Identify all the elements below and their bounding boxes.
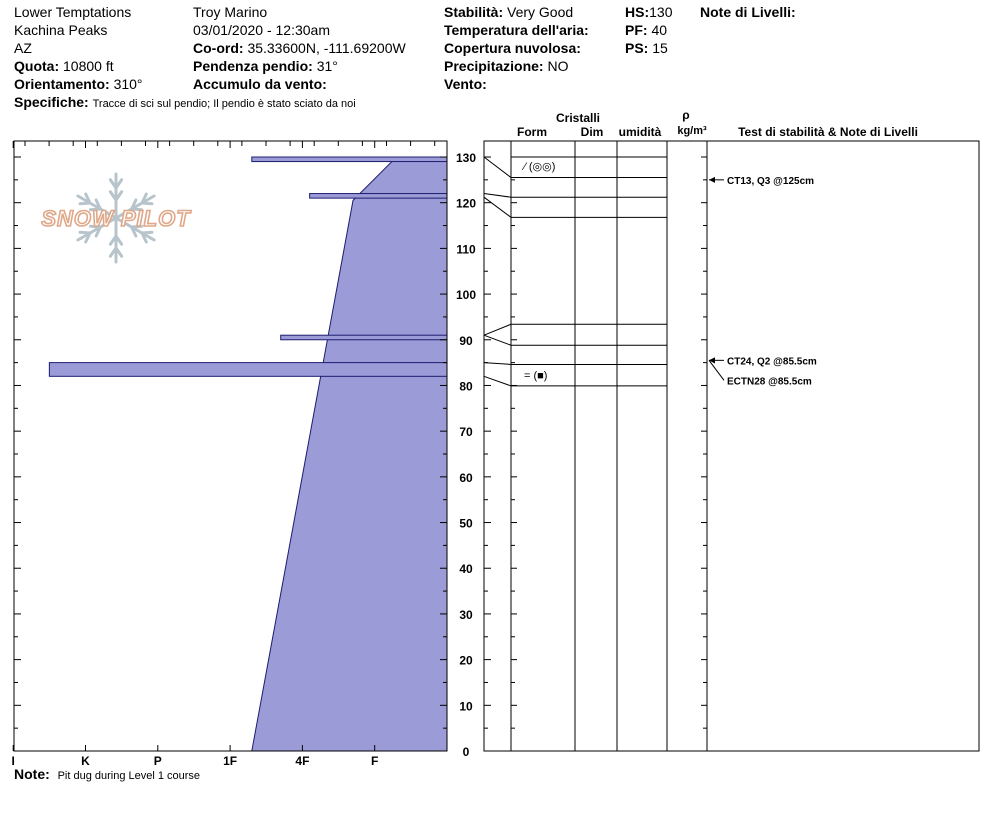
stability-label: Stabilità: — [444, 4, 504, 20]
pf-label: PF: — [625, 22, 648, 38]
height-label: 10 — [459, 699, 473, 714]
stability-test-label: ECTN28 @85.5cm — [727, 376, 812, 388]
tests-header: Test di stabilità & Note di Livelli — [738, 125, 918, 139]
rho-header: ρ — [682, 108, 690, 122]
cloud-label: Copertura nuvolosa: — [444, 40, 581, 56]
form-header: Form — [517, 125, 547, 139]
humidity-header: umidità — [618, 125, 662, 139]
ps-label: PS: — [625, 40, 649, 56]
slope-label: Pendenza pendio: — [193, 58, 313, 74]
coord-label: Co-ord: — [193, 40, 244, 56]
hardness-label: P — [153, 754, 162, 768]
wind-label: Vento: — [444, 76, 487, 92]
state-name: AZ — [14, 40, 32, 56]
elevation-label: Quota: — [14, 58, 60, 74]
test-pointer — [709, 360, 724, 380]
height-label: 90 — [459, 333, 473, 348]
height-label: 110 — [456, 242, 476, 257]
test-arrowhead — [709, 357, 715, 363]
layer-connector — [484, 157, 511, 178]
height-label: 40 — [459, 562, 473, 577]
layer-connector — [484, 363, 511, 365]
precip-label: Precipitazione: — [444, 58, 544, 74]
stability-test-label: CT24, Q2 @85.5cm — [727, 356, 817, 368]
layer-table-frame — [484, 141, 979, 751]
height-label: 80 — [459, 379, 473, 394]
hardness-label: I — [11, 754, 15, 768]
height-label: 120 — [455, 196, 477, 211]
hardness-label: 4F — [295, 754, 310, 768]
dim-header: Dim — [580, 125, 604, 139]
hardness-bar — [310, 194, 447, 199]
snowpilot-logo — [41, 174, 191, 262]
grain-form-symbol: ⁄ (◎◎) — [524, 161, 556, 174]
snowflake-branch — [142, 232, 152, 233]
hardness-bar — [49, 363, 447, 377]
test-arrowhead — [709, 177, 715, 183]
hardness-label: K — [81, 754, 90, 768]
layer-connector — [484, 324, 511, 335]
layer-connector — [484, 197, 511, 217]
height-label: 50 — [459, 516, 473, 531]
hs-value: 130 — [649, 4, 673, 20]
grain-form-symbol: = (■) — [524, 369, 548, 382]
hardness-profile-area — [252, 157, 447, 751]
note-label: Note: — [14, 766, 50, 782]
stability-value: Very Good — [507, 4, 574, 20]
elevation-value: 10800 ft — [63, 58, 114, 74]
hardness-label: 1F — [223, 754, 238, 768]
height-label: 30 — [459, 607, 473, 622]
location-name: Lower Temptations — [14, 4, 132, 20]
height-label: 60 — [459, 470, 473, 485]
hs-label: HS: — [625, 4, 650, 20]
wind-loading-label: Accumulo da vento: — [193, 76, 327, 92]
pf-value: 40 — [651, 22, 668, 38]
hardness-label: F — [371, 754, 379, 768]
aspect-value: 310° — [113, 76, 143, 92]
height-label: 0 — [462, 745, 470, 759]
hardness-bar — [252, 157, 447, 162]
snowflake-branch — [80, 203, 90, 204]
crystals-header: Cristalli — [555, 111, 601, 125]
coord-value: 35.33600N, -111.69200W — [247, 40, 406, 56]
hardness-bar — [281, 335, 447, 340]
ps-value: 15 — [652, 40, 668, 56]
layer-connector — [484, 194, 511, 198]
layer-connector — [484, 376, 511, 386]
height-label: 70 — [459, 425, 473, 440]
specifics-label: Specifiche: — [14, 94, 89, 110]
height-label: 130 — [455, 151, 477, 165]
aspect-label: Orientamento: — [14, 76, 110, 92]
logo-text: SNOW PILOT — [41, 206, 191, 231]
stability-test-label: CT13, Q3 @125cm — [727, 175, 815, 187]
observation-datetime: 03/01/2020 - 12:30am — [193, 22, 330, 38]
layer-notes-label: Note di Livelli: — [700, 4, 796, 20]
note-value: Pit dug during Level 1 course — [57, 770, 201, 782]
slope-value: 31° — [316, 58, 338, 74]
note-row — [14, 766, 200, 784]
layer-table — [484, 141, 979, 751]
specifics-value: Tracce di sci sul pendio; Il pendio è stato sciato da noi — [92, 98, 356, 110]
density-unit-header: kg/m³ — [677, 125, 707, 137]
area-name: Kachina Peaks — [14, 22, 108, 38]
observer-name: Troy Marino — [193, 4, 268, 20]
air-temp-label: Temperatura dell'aria: — [444, 22, 589, 38]
precip-value: NO — [547, 58, 569, 74]
height-label: 100 — [455, 288, 477, 303]
height-label: 20 — [459, 653, 473, 668]
